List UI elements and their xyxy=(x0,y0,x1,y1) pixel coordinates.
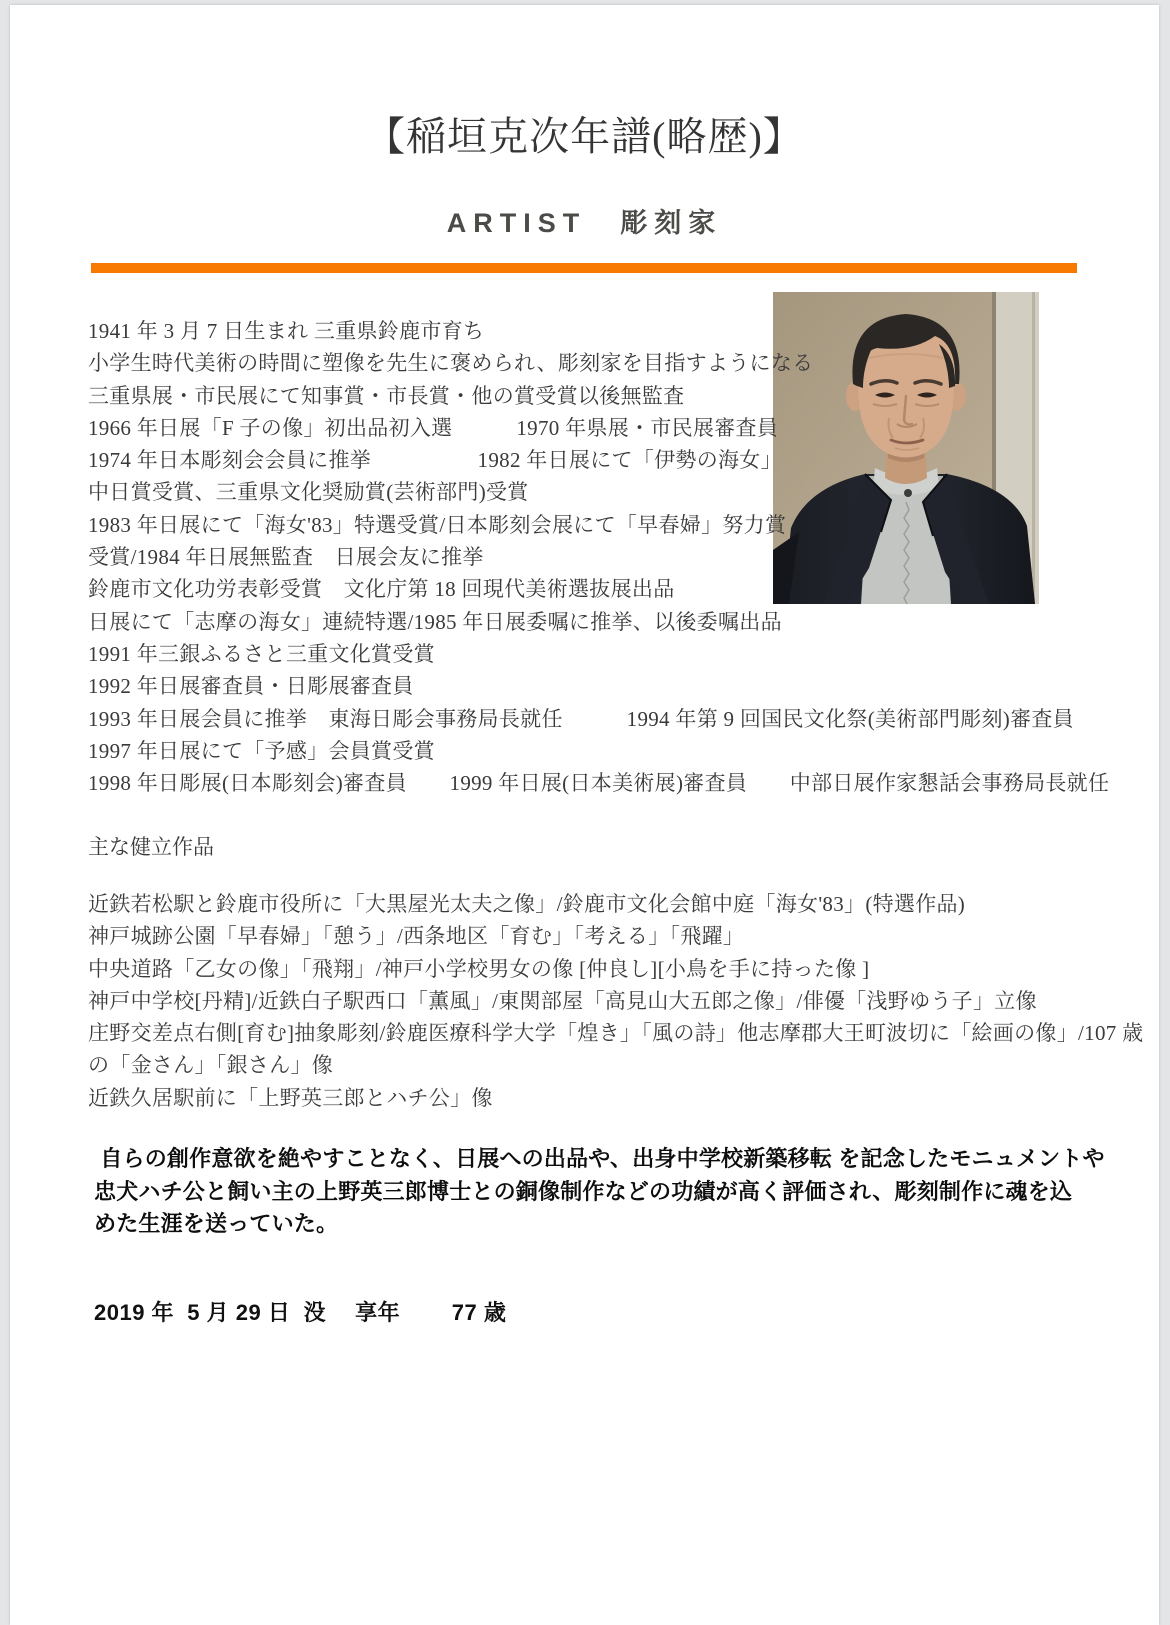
page-title: 【稲垣克次年譜(略歴)】 xyxy=(365,114,804,159)
text-line: 自らの創作意欲を絶やすことなく、日展への出品や、出身中学校新築移転 を記念したモニュメントや xyxy=(94,1146,1105,1171)
works-lines xyxy=(88,888,1143,1114)
text-line: 神戸中学校[丹精]/近鉄白子駅西口「薫風」/東関部屋「高見山大五郎之像」/俳優「浅野ゆう子」立像 xyxy=(88,988,1037,1013)
text-line: 三重県展・市民展にて知事賞・市長賞・他の賞受賞以後無監査 xyxy=(88,383,685,408)
summary-paragraph xyxy=(94,1143,1105,1241)
text-line: 1992 年日展審査員・日彫展審査員 xyxy=(88,674,414,699)
text-line: 庄野交差点右側[育む]抽象彫刻/鈴鹿医療科学大学「煌き」「風の詩」他志摩郡大王町波切に「絵画の像」/107 歳 xyxy=(88,1021,1144,1046)
text-line: 近鉄若松駅と鈴鹿市役所に「大黒屋光太夫之像」/鈴鹿市文化会館中庭「海女'83」(特選作品) xyxy=(88,892,966,916)
orange-divider-rule xyxy=(91,263,1077,273)
text-line: の「金さん」「銀さん」像 xyxy=(88,1053,334,1078)
text-line: 1998 年日彫展(日本彫刻会)審査員 1999 年日展(日本美術展)審査員 中部日展作家懇話会事務局長就任 xyxy=(88,771,1110,796)
text-line: 神戸城跡公園「早春婦」「憩う」/西条地区「育む」「考える」「飛躍」 xyxy=(88,924,745,949)
text-line: 受賞/1984 年日展無監査 日展会友に推挙 xyxy=(88,545,484,570)
text-line: 近鉄久居駅前に「上野英三郎とハチ公」像 xyxy=(88,1085,493,1110)
text-line: 1941 年 3 月 7 日生まれ 三重県鈴鹿市育ち xyxy=(88,319,485,343)
text-line: 中央道路「乙女の像」「飛翔」/神戸小学校男女の像 [仲良し][小鳥を手に持った像 ] xyxy=(88,956,870,981)
obituary-line: 2019 年 5 月 29 日 没 享年 77 歳 xyxy=(94,1300,507,1325)
text-line: 日展にて「志摩の海女」連続特選/1985 年日展委嘱に推挙、以後委嘱出品 xyxy=(88,609,782,634)
text-line: 中日賞受賞、三重県文化奨励賞(芸術部門)受賞 xyxy=(88,480,529,505)
text-line: 鈴鹿市文化功労表彰受賞 文化庁第 18 回現代美術選抜展出品 xyxy=(88,577,675,602)
text-line: 小学生時代美術の時間に塑像を先生に褒められ、彫刻家を目指すようになる xyxy=(88,351,814,376)
text-line: 1966 年日展「F 子の像」初出品初入選 1970 年県展・市民展審査員 xyxy=(88,415,779,440)
text-line: 1983 年日展にて「海女'83」特選受賞/日本彫刻会展にて「早春婦」努力賞 xyxy=(88,512,787,537)
document-page xyxy=(10,5,1159,1625)
text-line: 1974 年日本彫刻会会員に推挙 1982 年日展にて「伊勢の海女」 xyxy=(88,448,782,473)
text-line: 1991 年三銀ふるさと三重文化賞受賞 xyxy=(88,641,435,666)
text-line: 1993 年日展会員に推挙 東海日彫会事務局長就任 1994 年第 9 回国民文化祭(美術部門彫刻)審査員 xyxy=(88,706,1074,731)
page-subtitle: ARTIST 彫刻家 xyxy=(446,208,723,238)
text-line: 忠犬ハチ公と飼い主の上野英三郎博士との銅像制作などの功績が高く評価され、彫刻制作に魂を込 xyxy=(94,1178,1073,1204)
biography-lines xyxy=(88,315,1109,799)
works-section-heading: 主な健立作品 xyxy=(88,835,214,859)
text-line: 1997 年日展にて「予感」会員賞受賞 xyxy=(88,738,435,763)
text-line: めた生涯を送っていた。 xyxy=(94,1211,339,1236)
